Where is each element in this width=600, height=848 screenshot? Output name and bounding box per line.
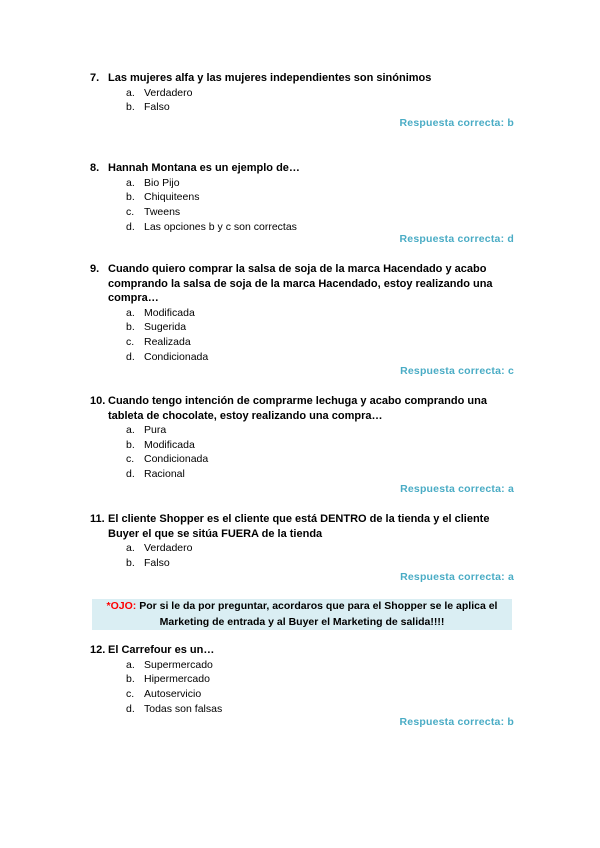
note-label: *OJO:: [106, 600, 137, 612]
option-text: Tweens: [144, 205, 181, 218]
question-text: [90, 394, 510, 423]
option-b: [90, 320, 510, 335]
option-letter: c.: [126, 453, 135, 466]
options-list: [90, 541, 510, 570]
option-c: [90, 335, 510, 350]
option-text: Sugerida: [144, 321, 187, 334]
option-letter: a.: [126, 658, 135, 671]
options-list: [90, 306, 510, 365]
option-b: [90, 672, 510, 687]
option-a: [90, 658, 510, 673]
option-letter: b.: [126, 101, 135, 114]
question-number: 8.: [90, 162, 100, 174]
correct-answer-7: Respuesta correcta: b: [399, 117, 514, 129]
option-letter: d.: [126, 702, 135, 715]
option-text: Verdadero: [144, 542, 193, 554]
option-text: Autoservicio: [144, 687, 202, 700]
question-text: [90, 262, 510, 306]
option-letter: d.: [126, 350, 135, 363]
option-b: [90, 100, 510, 115]
option-letter: d.: [126, 220, 135, 233]
option-c: [90, 687, 510, 702]
option-c: [90, 452, 510, 467]
option-letter: a.: [126, 306, 135, 319]
option-letter: a.: [126, 424, 135, 436]
option-a: [90, 86, 510, 101]
question-text: [90, 643, 510, 658]
question-prompt: Las mujeres alfa y las mujeres independientes son sinónimos: [108, 72, 432, 84]
question-7: [90, 71, 510, 115]
option-text: Las opciones b y c son correctas: [144, 220, 297, 233]
option-letter: b.: [126, 321, 135, 334]
question-10: [90, 394, 510, 482]
question-text: [90, 512, 510, 541]
question-number: 11.: [90, 513, 105, 525]
option-b: [90, 556, 510, 571]
options-list: [90, 658, 510, 717]
options-list: [90, 423, 510, 482]
option-text: Verdadero: [144, 86, 193, 99]
question-text: [90, 71, 510, 86]
option-letter: b.: [126, 556, 135, 569]
option-a: [90, 176, 510, 191]
option-text: Bio Pijo: [144, 176, 180, 189]
option-text: Chiquiteens: [144, 191, 200, 204]
question-8: [90, 161, 510, 234]
question-12: [90, 643, 510, 716]
option-a: [90, 541, 510, 556]
option-text: Modificada: [144, 306, 195, 319]
option-text: Falso: [144, 556, 170, 569]
option-b: [90, 190, 510, 205]
question-number: 9.: [90, 263, 100, 275]
correct-answer-8: Respuesta correcta: d: [399, 233, 514, 245]
question-number: 12.: [90, 644, 106, 656]
option-letter: a.: [126, 86, 135, 99]
option-d: [90, 467, 510, 482]
option-d: [90, 350, 510, 365]
option-text: Condicionada: [144, 350, 209, 363]
question-prompt: Cuando quiero comprar la salsa de soja de la marca Hacendado y acabo comprando la salsa de soja de la marca Hacendado, estoy realizando una compra…: [108, 263, 493, 304]
options-list: [90, 176, 510, 235]
question-prompt: El cliente Shopper es el cliente que está DENTRO de la tienda y el cliente Buyer el que se sitúa FUERA de la tienda: [108, 513, 490, 540]
question-prompt: Cuando tengo intención de comprarme lechuga y acabo comprando una tableta de chocolate, estoy realizando una compra…: [108, 395, 487, 422]
question-11: [90, 512, 510, 570]
option-letter: a.: [126, 542, 135, 554]
option-letter: a.: [126, 176, 135, 189]
correct-answer-12: Respuesta correcta: b: [399, 716, 514, 728]
option-text: Realizada: [144, 335, 191, 348]
option-text: Falso: [144, 101, 170, 114]
correct-answer-11: Respuesta correcta: a: [400, 571, 514, 583]
question-prompt: El Carrefour es un…: [108, 644, 215, 656]
option-text: Pura: [144, 424, 167, 436]
option-a: [90, 306, 510, 321]
option-text: Hipermercado: [144, 673, 210, 686]
question-prompt: Hannah Montana es un ejemplo de…: [108, 162, 300, 174]
option-text: Modificada: [144, 438, 195, 451]
option-letter: d.: [126, 468, 135, 481]
question-text: [90, 161, 510, 176]
correct-answer-10: Respuesta correcta: a: [400, 483, 514, 495]
option-letter: c.: [126, 335, 135, 348]
option-letter: b.: [126, 438, 135, 451]
question-number: 7.: [90, 72, 100, 84]
note-text: Por si le da por preguntar, acordaros que para el Shopper se le aplica el Marketing de entrada y al Buyer el Marketing de salida!!!!: [139, 600, 498, 628]
correct-answer-9: Respuesta correcta: c: [400, 365, 514, 377]
option-letter: b.: [126, 673, 135, 686]
option-letter: c.: [126, 687, 135, 700]
option-d: [90, 702, 510, 717]
option-text: Condicionada: [144, 453, 209, 466]
option-text: Todas son falsas: [144, 702, 223, 715]
question-number: 10.: [90, 395, 106, 407]
option-text: Racional: [144, 468, 185, 481]
option-text: Supermercado: [144, 658, 213, 671]
option-letter: c.: [126, 205, 135, 218]
note-callout: [92, 599, 512, 630]
question-9: [90, 262, 510, 364]
options-list: [90, 86, 510, 115]
option-b: [90, 438, 510, 453]
option-c: [90, 205, 510, 220]
option-a: [90, 423, 510, 438]
option-letter: b.: [126, 191, 135, 204]
